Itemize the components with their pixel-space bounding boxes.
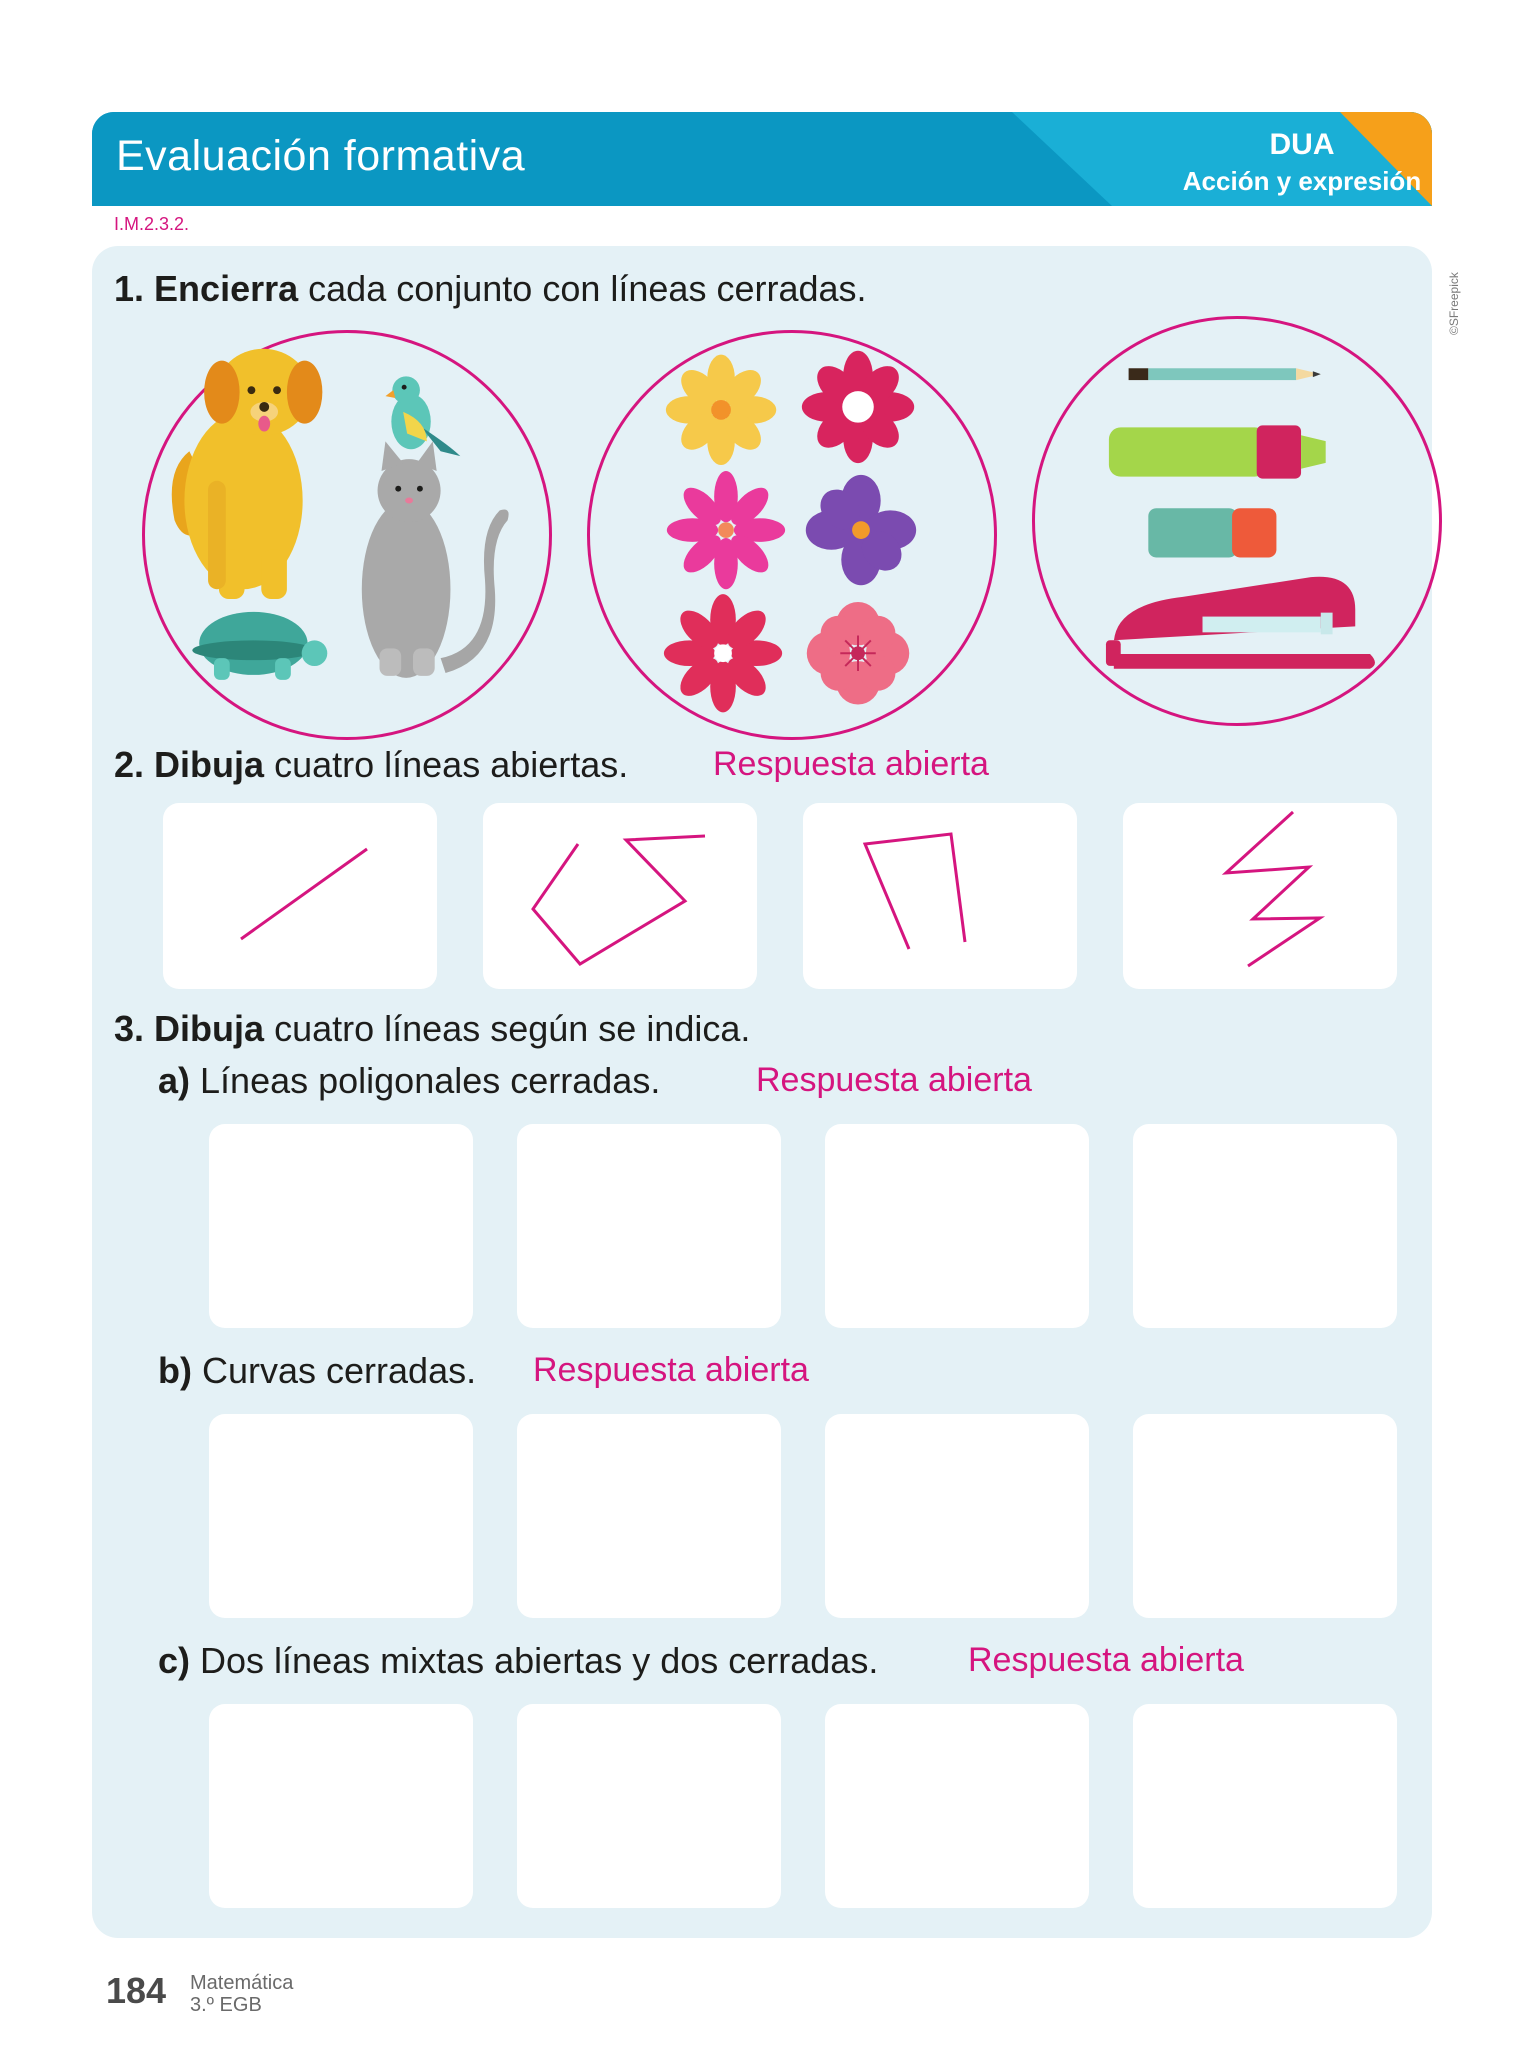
drawing-box[interactable] — [517, 1414, 781, 1618]
pencil-icon — [1129, 368, 1321, 380]
question-verb: Dibuja — [154, 744, 265, 785]
subquestion-text: Dos líneas mixtas abiertas y dos cerradas. — [200, 1640, 879, 1681]
drawing-box[interactable] — [1133, 1414, 1397, 1618]
answer-label: Respuesta abierta — [713, 745, 989, 783]
subquestion-a — [158, 1060, 660, 1102]
question-number: 2. — [114, 744, 145, 785]
grade-level: 3.º EGB — [190, 1994, 262, 2016]
section-header — [92, 112, 1432, 206]
eraser-icon — [1148, 508, 1276, 557]
header-title: Evaluación formativa — [116, 132, 526, 180]
open-line-drawing — [803, 803, 1077, 989]
dua-subtitle: Acción y expresión — [1182, 166, 1422, 196]
question-verb: Dibuja — [154, 1008, 265, 1049]
drawing-box[interactable] — [825, 1414, 1089, 1618]
indicator-code: I.M.2.3.2. — [114, 214, 190, 234]
flowers-set-circle — [587, 330, 997, 740]
question-text: cuatro líneas según se indica. — [274, 1008, 751, 1049]
drawing-box[interactable] — [483, 803, 757, 989]
drawing-box[interactable] — [825, 1124, 1089, 1328]
answer-label: Respuesta abierta — [756, 1061, 1032, 1099]
supplies-illustration — [1035, 319, 1439, 723]
question-1 — [114, 268, 867, 310]
flower-icon — [664, 594, 782, 712]
drawing-box[interactable] — [517, 1124, 781, 1328]
flowers-illustration — [590, 333, 994, 737]
subquestion-letter: b) — [158, 1350, 192, 1391]
question-number: 1. — [114, 268, 145, 309]
subquestion-text: Líneas poligonales cerradas. — [200, 1060, 661, 1101]
image-credit: ©SFreepick — [1447, 272, 1461, 335]
drawing-box[interactable] — [209, 1124, 473, 1328]
animals-set-circle — [142, 330, 552, 740]
stapler-icon — [1106, 577, 1375, 669]
drawing-box[interactable] — [825, 1704, 1089, 1908]
subquestion-text: Curvas cerradas. — [202, 1350, 477, 1391]
animals-illustration — [145, 333, 549, 737]
turtle-icon — [192, 612, 327, 680]
question-3 — [114, 1008, 750, 1050]
drawing-box[interactable] — [209, 1704, 473, 1908]
subject-name: Matemática — [190, 1972, 294, 1994]
dog-icon — [172, 349, 323, 599]
flower-icon — [667, 471, 785, 589]
flower-icon — [666, 355, 776, 465]
question-text: cada conjunto con líneas cerradas. — [308, 268, 867, 309]
drawing-box[interactable] — [163, 803, 437, 989]
highlighter-icon — [1109, 425, 1326, 478]
drawing-box[interactable] — [1133, 1704, 1397, 1908]
question-2 — [114, 744, 628, 786]
subquestion-b — [158, 1350, 476, 1392]
footer-subject — [190, 1972, 293, 2016]
drawing-box[interactable] — [209, 1414, 473, 1618]
drawing-box[interactable] — [803, 803, 1077, 989]
dua-title: DUA — [1269, 128, 1335, 161]
question-number: 3. — [114, 1008, 145, 1049]
open-line-drawing — [163, 803, 437, 989]
flower-icon — [806, 475, 916, 585]
question-text: cuatro líneas abiertas. — [274, 744, 629, 785]
drawing-box[interactable] — [517, 1704, 781, 1908]
subquestion-letter: c) — [158, 1640, 191, 1681]
question-verb: Encierra — [154, 268, 299, 309]
flower-icon — [802, 351, 914, 463]
answer-label: Respuesta abierta — [968, 1641, 1244, 1679]
subquestion-letter: a) — [158, 1060, 191, 1101]
page-number: 184 — [106, 1970, 167, 2011]
cat-icon — [362, 441, 509, 677]
flower-icon — [807, 602, 909, 704]
supplies-set-circle — [1032, 316, 1442, 726]
parrot-icon — [385, 376, 460, 456]
open-line-drawing — [483, 803, 757, 989]
answer-label: Respuesta abierta — [533, 1351, 809, 1389]
subquestion-c — [158, 1640, 878, 1682]
open-line-drawing — [1123, 803, 1397, 989]
drawing-box[interactable] — [1123, 803, 1397, 989]
drawing-box[interactable] — [1133, 1124, 1397, 1328]
